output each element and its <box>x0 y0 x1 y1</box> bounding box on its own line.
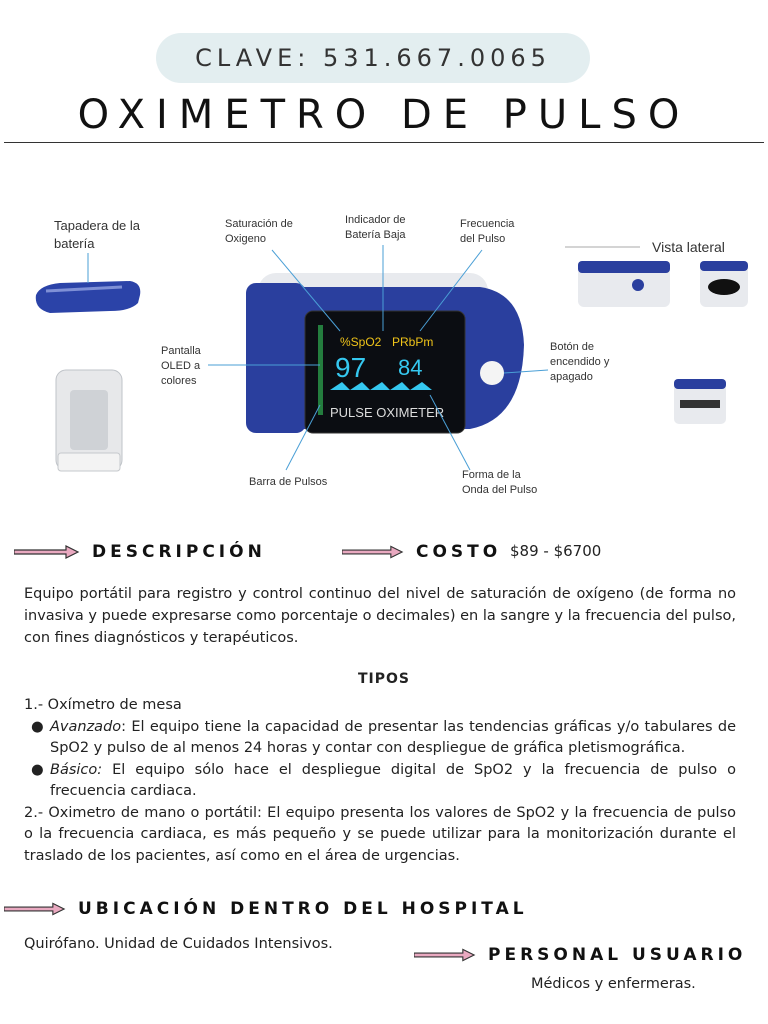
pr-value: 84 <box>398 355 423 380</box>
battery-cover-image <box>36 281 141 313</box>
device-figure <box>0 195 768 505</box>
list-item-avanzado: ● Avanzado: El equipo tiene la capacidad de presentar las tendencias gráficas y/o tabulares de SpO2 y pulso de al menos 24 horas y contar con despliegue de gráfica pletismográfica. <box>31 718 736 756</box>
cost-value: $89 - $6700 <box>510 542 602 560</box>
descripcion-heading <box>14 542 266 562</box>
label-battery-cover: Tapadera de la batería <box>54 218 141 251</box>
title-divider <box>4 142 764 143</box>
label-oled-screen: Pantalla OLED a colores <box>161 345 201 387</box>
arrow-icon <box>342 545 404 559</box>
label-saturation: Saturación de Oxigeno <box>225 218 293 245</box>
ubicacion-title: UBICACIÓN DENTRO DEL HOSPITAL <box>78 899 528 919</box>
side-view-images <box>565 247 748 424</box>
label-power-button: Botón de encendido y apagado <box>550 341 610 383</box>
ubicacion-heading <box>4 899 528 919</box>
costo-title: COSTO <box>416 542 502 562</box>
arrow-icon <box>414 948 476 962</box>
avanzado-label: Avanzado <box>50 718 122 735</box>
list-item-basico: ● Básico: El equipo sólo hace el despliegue digital de SpO2 y la frecuencia de pulso o frecuencia cardiaca. <box>31 761 736 799</box>
basico-text: El equipo sólo hace el despliegue digital de SpO2 y la frecuencia de pulso o frecuencia cardiaca. <box>50 761 736 799</box>
pr-label: PRbPm <box>392 335 434 349</box>
page-title: OXIMETRO DE PULSO <box>77 92 691 138</box>
personal-title: PERSONAL USUARIO <box>488 945 747 965</box>
arrow-icon <box>14 545 80 559</box>
ubicacion-text: Quirófano. Unidad de Cuidados Intensivos. <box>24 936 333 952</box>
tipo-2: 2.- Oximetro de mano o portátil: El equipo presenta los valores de SpO2 y la frecuencia de pulso o la frecuencia cardiaca, es más pequeño y se puede utilizar para la monitorización durante el traslado de los pacientes, así como en el área de urgencias. <box>24 804 736 864</box>
spo2-value: 97 <box>335 352 367 383</box>
personal-text: Médicos y enfermeras. <box>531 976 696 992</box>
avanzado-text: : El equipo tiene la capacidad de presentar las tendencias gráficas y/o tabulares de SpO2 y pulso de al menos 24 horas y contar con despliegue de gráfica pletismográfica. <box>50 718 736 756</box>
description-text: Equipo portátil para registro y control continuo del nivel de saturación de oxígeno (de forma no invasiva y puede expresarse como porcentaje o decimales) en la sangre y la frecuencia del pulso, con fines diagnósticos y terapéuticos. <box>24 586 736 646</box>
oximeter-device <box>246 273 524 433</box>
label-side-view: Vista lateral <box>652 239 725 255</box>
tipos-list <box>24 695 736 867</box>
label-waveform: Forma de la Onda del Pulso <box>462 469 538 496</box>
arrow-icon <box>4 902 66 916</box>
clip-back-image <box>56 370 122 471</box>
descripcion-title: DESCRIPCIÓN <box>92 542 266 562</box>
label-pulse-bar: Barra de Pulsos <box>249 476 328 488</box>
label-pulse-frequency: Frecuencia del Pulso <box>460 218 515 245</box>
costo-heading <box>342 542 501 562</box>
brand-label: PULSE OXIMETER <box>330 405 445 420</box>
product-code: CLAVE: 531.667.0065 <box>195 44 551 72</box>
label-low-battery: Indicador de Batería Baja <box>345 214 406 241</box>
tipos-heading: TIPOS <box>357 671 410 687</box>
tipo-1: 1.- Oxímetro de mesa <box>24 697 182 713</box>
basico-label: Básico: <box>50 761 103 778</box>
personal-heading <box>414 945 746 965</box>
spo2-label: %SpO2 <box>340 335 382 349</box>
code-pill <box>156 33 590 83</box>
